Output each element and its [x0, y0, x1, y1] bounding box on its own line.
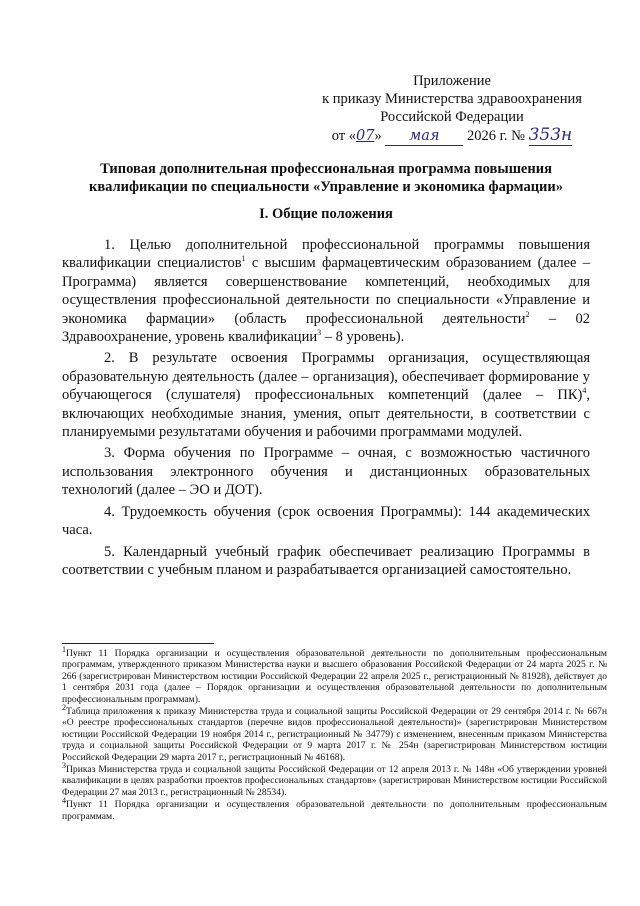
date-month: мая	[385, 127, 463, 146]
date-sep: »	[374, 128, 382, 144]
paragraph-3: 3. Форма обучения по Программе – очная, с возможностью частичного использования электронного обучения и дистанционных образовательных технологий (далее – ЭО и ДОТ).	[62, 445, 590, 499]
attachment-header	[302, 72, 602, 146]
footnote-ref-4: 4	[582, 386, 587, 396]
order-number: 353н	[528, 125, 573, 145]
footnote-ref-3: 3	[317, 328, 322, 338]
footnote-ref-2: 2	[525, 309, 530, 319]
document-body	[62, 236, 590, 582]
p2-text-a: 2. В результате освоения Программы организация, осуществляющая образовательную деятельность (далее – организация), обеспечивает формирование у обучающегося (слушателя) профессиональных компетенций (далее – ПК)	[62, 350, 590, 404]
date-day: 07	[356, 128, 375, 144]
attachment-date-line	[302, 126, 602, 146]
footnote-2	[62, 702, 607, 763]
p1-text-d: – 8 уровень).	[321, 329, 405, 346]
date-year: 2026 г. №	[466, 128, 525, 144]
footnote-1-text: Пункт 11 Порядка организации и осуществления образовательной деятельности по дополнительным профессиональным программам, утвержденного приказом Министерства науки и высшего образования Российской Федерации от 24 марта 2025 г. № 266 (зарегистрирован Министерством юстиции Российской Федерации 22 апреля 2025 г., регистрационный № 81928), действует до 1 сентября 2031 года (далее – Порядок организации и осуществления образовательной деятельности по дополнительным профессиональным программам).	[62, 648, 607, 705]
p1-text-b: с высшим фармацевтическим образованием (далее – Программа) является совершенствование компетенций, необходимых для осуществления профессиональной деятельности по специальности «Управление и экономика фармации» (область профессиональной деятельности	[62, 255, 591, 327]
footnote-3-mark: 3	[62, 760, 66, 770]
footnote-4-mark: 4	[62, 796, 66, 806]
paragraph-5: 5. Календарный учебный график обеспечивает реализацию Программы в соответствии с учебным планом и разрабатывается организацией самостоятельно.	[62, 543, 590, 578]
footnote-1-mark: 1	[62, 644, 66, 654]
p2-text-b: , включающих необходимые знания, умения, опыт деятельности, в соответствии с планируемыми результатами обучения и рабочими программами модулей.	[62, 387, 590, 441]
footnote-3	[62, 760, 607, 798]
title-line-2: квалификации по специальности «Управление и экономика фармации»	[88, 179, 564, 195]
footnote-4	[62, 796, 607, 822]
p1-text-a: 1. Целью дополнительной профессиональной программы повышения квалификации специалистов	[62, 237, 590, 272]
footnote-ref-1: 1	[241, 254, 246, 264]
footnote-divider	[62, 643, 214, 644]
footnote-4-text: Пункт 11 Порядка организации и осуществления образовательной деятельности по дополнительным профессиональным программам.	[62, 799, 607, 822]
footnote-1	[62, 644, 607, 705]
footnotes	[62, 644, 607, 823]
date-prefix: от «	[331, 128, 356, 144]
paragraph-2	[62, 349, 590, 441]
title-line-1: Типовая дополнительная профессиональная программа повышения	[100, 161, 552, 177]
p1-text-c: – 02 Здравоохранение, уровень квалификации	[62, 310, 590, 346]
footnote-2-mark: 2	[62, 702, 66, 712]
paragraph-4: 4. Трудоемкость обучения (срок освоения Программы): 144 академических часа.	[62, 503, 590, 539]
footnote-3-text: Приказ Министерства труда и социальной защиты Российской Федерации от 12 апреля 2013 г. № 148н «Об утверждении уровней квалификации в целях разработки проектов профессиональных стандартов» (зарегистрирован Министерством юстиции Российской Федерации 27 мая 2013 г., регистрационный № 28534).	[62, 764, 607, 798]
paragraph-1	[62, 236, 590, 346]
attachment-country: Российской Федерации	[380, 109, 524, 125]
footnote-2-text: Таблица приложения к приказу Министерства труда и социальной защиты Российской Федерации от 29 сентября 2014 г. № 667н «О реестре профессиональных стандартов (перечне видов профессиональной деятельности)» (зарегистрирован Министерством юстиции Российской Федерации 19 ноября 2014 г., регистрационный № 34779) с изменением, внесенным приказом Министерства труда и социальной защиты Российской Федерации от 9 марта 2017 г. № 254н (зарегистрирован Министерством юстиции Российской Федерации 29 марта 2017 г., регистрационный № 46168).	[62, 706, 607, 763]
document-title	[64, 160, 588, 196]
attachment-ministry: к приказу Министерства здравоохранения	[322, 91, 582, 107]
section-heading: I. Общие положения	[259, 206, 393, 222]
attachment-label: Приложение	[413, 73, 491, 89]
